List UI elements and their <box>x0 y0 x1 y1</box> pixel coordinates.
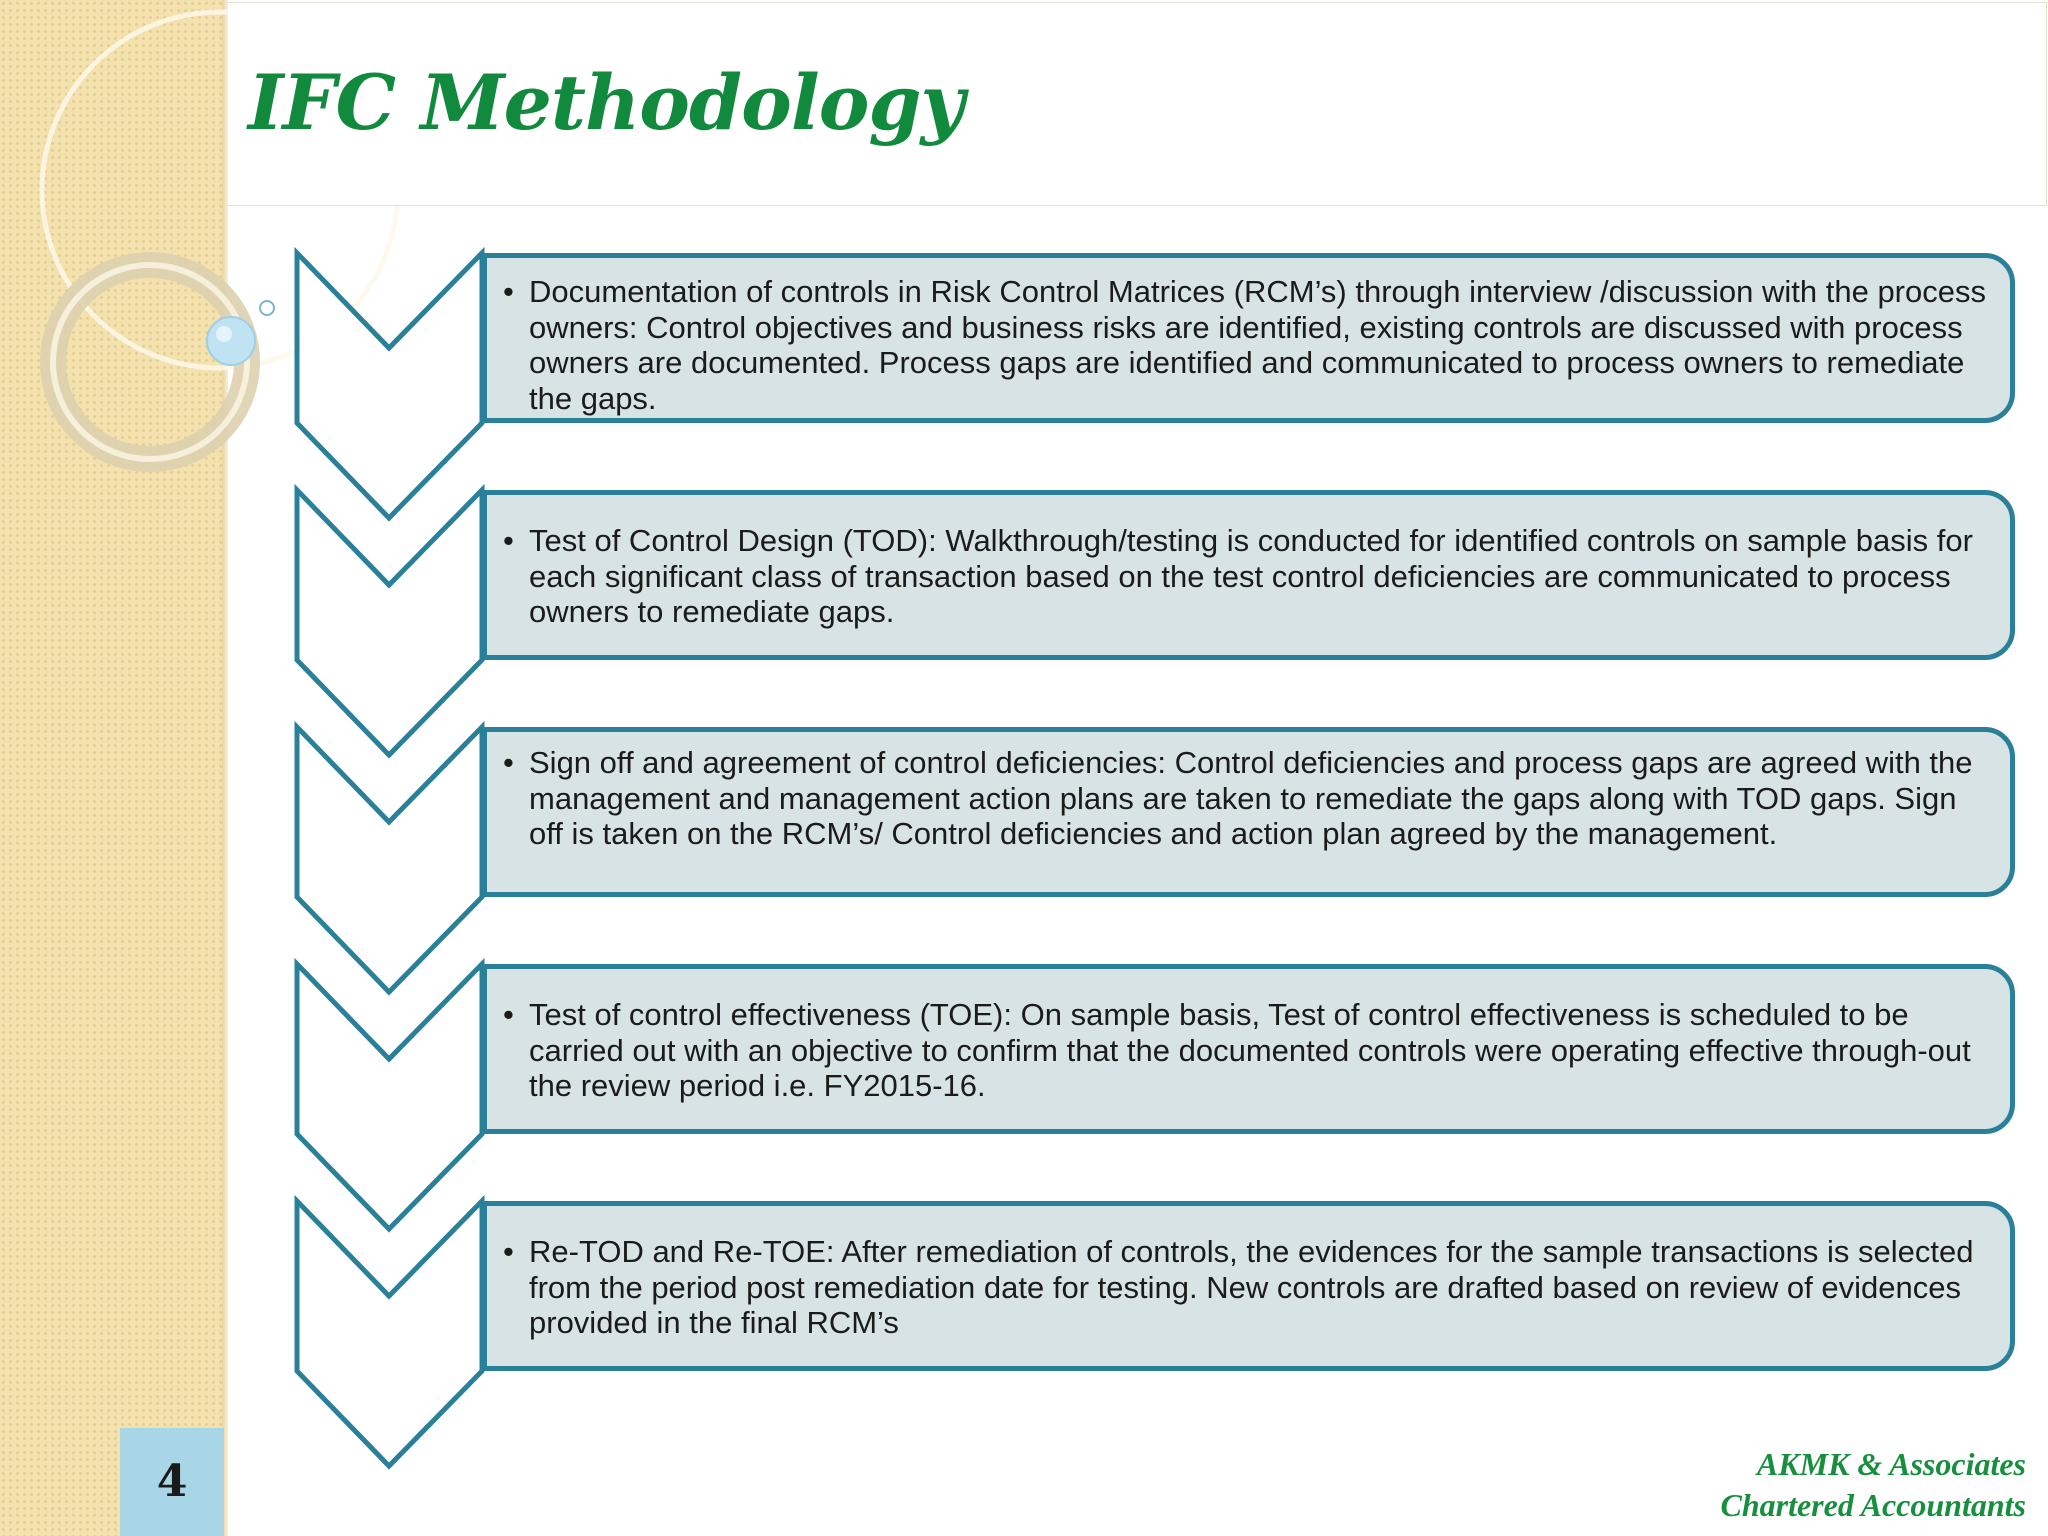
process-step-text: • Re-TOD and Re-TOE: After remediation of controls, the evidences for the sample transactions is selected from the period post remediation date for testing. New controls are drafted based on review of evidences provided in the final RCM’s <box>503 1234 1996 1341</box>
footer-firm <box>1720 1444 2026 1526</box>
chevron-arrow-2 <box>297 490 482 755</box>
process-step-2 <box>482 490 2015 660</box>
process-step-text: • Test of control effectiveness (TOE): On sample basis, Test of control effectiveness is scheduled to be carried out with an objective to confirm that the documented controls were operating effective through-out the review period i.e. FY2015-16. <box>503 997 1996 1104</box>
chevron-arrow-1 <box>297 253 482 518</box>
page-number-box <box>120 1428 224 1536</box>
slide-title: IFC Methodology <box>248 58 964 147</box>
process-step-text: • Test of Control Design (TOD): Walkthrough/testing is conducted for identified controls on sample basis for each significant class of transaction based on the test control deficiencies are communicated to process owners to remediate gaps. <box>503 523 1996 630</box>
chevron-arrow-4 <box>297 964 482 1229</box>
process-step-5 <box>482 1201 2015 1371</box>
footer-firm-name: AKMK & Associates <box>1756 1446 2026 1482</box>
chevron-arrow-5 <box>297 1201 482 1466</box>
process-step-4 <box>482 964 2015 1134</box>
process-step-text: • Sign off and agreement of control deficiencies: Control deficiencies and process gaps are agreed with the management and management action plans are taken to remediate the gaps along with TOD gaps. Sign off is taken on the RCM’s/ Control deficiencies and action plan agreed by the management. <box>503 745 1996 852</box>
page-number: 4 <box>156 1456 188 1507</box>
process-step-text: • Documentation of controls in Risk Control Matrices (RCM’s) through interview /discussion with the process owners: Control objectives and business risks are identified, existing controls are discussed with process owners are documented. Process gaps are identified and communicated to process owners to remediate the gaps. <box>503 274 1996 416</box>
process-step-3 <box>482 727 2015 897</box>
chevron-arrow-3 <box>297 727 482 992</box>
footer-firm-subtitle: Chartered Accountants <box>1720 1487 2026 1523</box>
process-step-1 <box>482 253 2015 423</box>
